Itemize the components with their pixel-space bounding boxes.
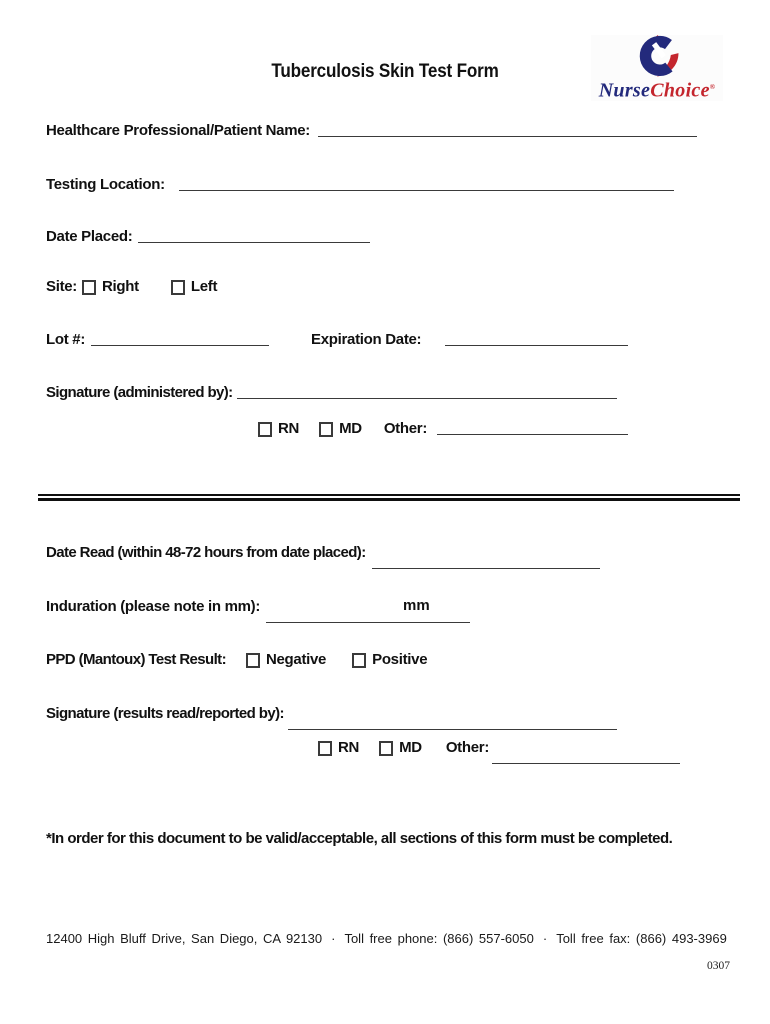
site-row	[46, 277, 217, 296]
rn-administered-label: RN	[278, 420, 300, 437]
nursechoice-wordmark	[591, 77, 723, 101]
date-read-row	[46, 543, 600, 562]
lot-expiration-row	[46, 330, 628, 349]
site-left-label: Left	[190, 278, 218, 295]
logo-word-choice: Choice	[650, 79, 710, 102]
expiration-date-label: Expiration Date:	[311, 331, 422, 348]
date-read-field[interactable]	[372, 568, 600, 569]
other-administered-field[interactable]	[437, 434, 628, 435]
site-label: Site:	[46, 278, 78, 295]
site-right-label: Right	[102, 278, 139, 295]
rn-administered-checkbox[interactable]	[258, 422, 272, 437]
expiration-date-field[interactable]	[445, 345, 628, 346]
form-code: 0307	[707, 960, 730, 972]
date-placed-field[interactable]	[138, 242, 370, 243]
lot-number-label: Lot #:	[46, 331, 86, 348]
date-read-label: Date Read (within 48-72 hours from date placed):	[46, 544, 366, 561]
credentials-administered-row	[258, 419, 628, 438]
form-title: Tuberculosis Skin Test Form	[271, 61, 499, 82]
other-results-field[interactable]	[492, 763, 680, 764]
patient-name-field[interactable]	[318, 136, 697, 137]
ppd-result-label: PPD (Mantoux) Test Result:	[46, 651, 226, 668]
induration-field[interactable]	[266, 622, 470, 623]
registered-trademark-symbol: ®	[709, 83, 716, 91]
md-administered-label: MD	[339, 420, 362, 437]
logo-word-nurse: Nurse	[598, 79, 651, 102]
rn-results-label: RN	[338, 739, 360, 756]
site-left-checkbox[interactable]	[171, 280, 185, 295]
negative-checkbox[interactable]	[246, 653, 260, 668]
c-swirl-logo-icon	[634, 35, 680, 77]
signature-results-row	[46, 704, 617, 723]
site-right-checkbox[interactable]	[82, 280, 96, 295]
induration-label: Induration (please note in mm):	[46, 598, 261, 615]
signature-results-label: Signature (results read/reported by):	[46, 705, 284, 722]
testing-location-row	[46, 175, 674, 194]
date-placed-label: Date Placed:	[46, 228, 133, 245]
testing-location-label: Testing Location:	[46, 176, 165, 193]
md-results-checkbox[interactable]	[379, 741, 393, 756]
positive-checkbox[interactable]	[352, 653, 366, 668]
ppd-result-row	[46, 650, 427, 669]
footer-fax: Toll free fax: (866) 493-3969	[556, 931, 727, 946]
credentials-results-row	[318, 738, 680, 757]
md-administered-checkbox[interactable]	[319, 422, 333, 437]
induration-row	[46, 597, 470, 616]
signature-administered-row	[46, 383, 617, 402]
patient-name-row	[46, 121, 697, 140]
footer-contact-line	[46, 931, 732, 946]
footer-separator: ·	[542, 931, 548, 946]
rn-results-checkbox[interactable]	[318, 741, 332, 756]
signature-administered-label: Signature (administered by):	[46, 384, 233, 401]
other-results-label: Other:	[445, 739, 490, 756]
date-placed-row	[46, 227, 370, 246]
negative-label: Negative	[265, 651, 327, 668]
section-divider-bar	[38, 498, 740, 502]
nursechoice-logo	[591, 35, 723, 101]
section-divider	[38, 494, 740, 501]
testing-location-field[interactable]	[179, 190, 674, 191]
md-results-label: MD	[399, 739, 422, 756]
footer-separator: ·	[331, 931, 336, 946]
footer-phone: Toll free phone: (866) 557-6050	[344, 931, 534, 946]
patient-name-label: Healthcare Professional/Patient Name:	[46, 122, 310, 139]
positive-label: Positive	[372, 651, 428, 668]
signature-administered-field[interactable]	[237, 398, 617, 399]
mm-unit-label: mm	[403, 597, 430, 614]
other-administered-label: Other:	[383, 420, 428, 437]
lot-number-field[interactable]	[91, 345, 269, 346]
footer-address: 12400 High Bluff Drive, San Diego, CA 92130	[46, 931, 323, 946]
validity-note: *In order for this document to be valid/acceptable, all sections of this form must be completed.	[46, 830, 673, 847]
signature-results-field[interactable]	[288, 729, 617, 730]
